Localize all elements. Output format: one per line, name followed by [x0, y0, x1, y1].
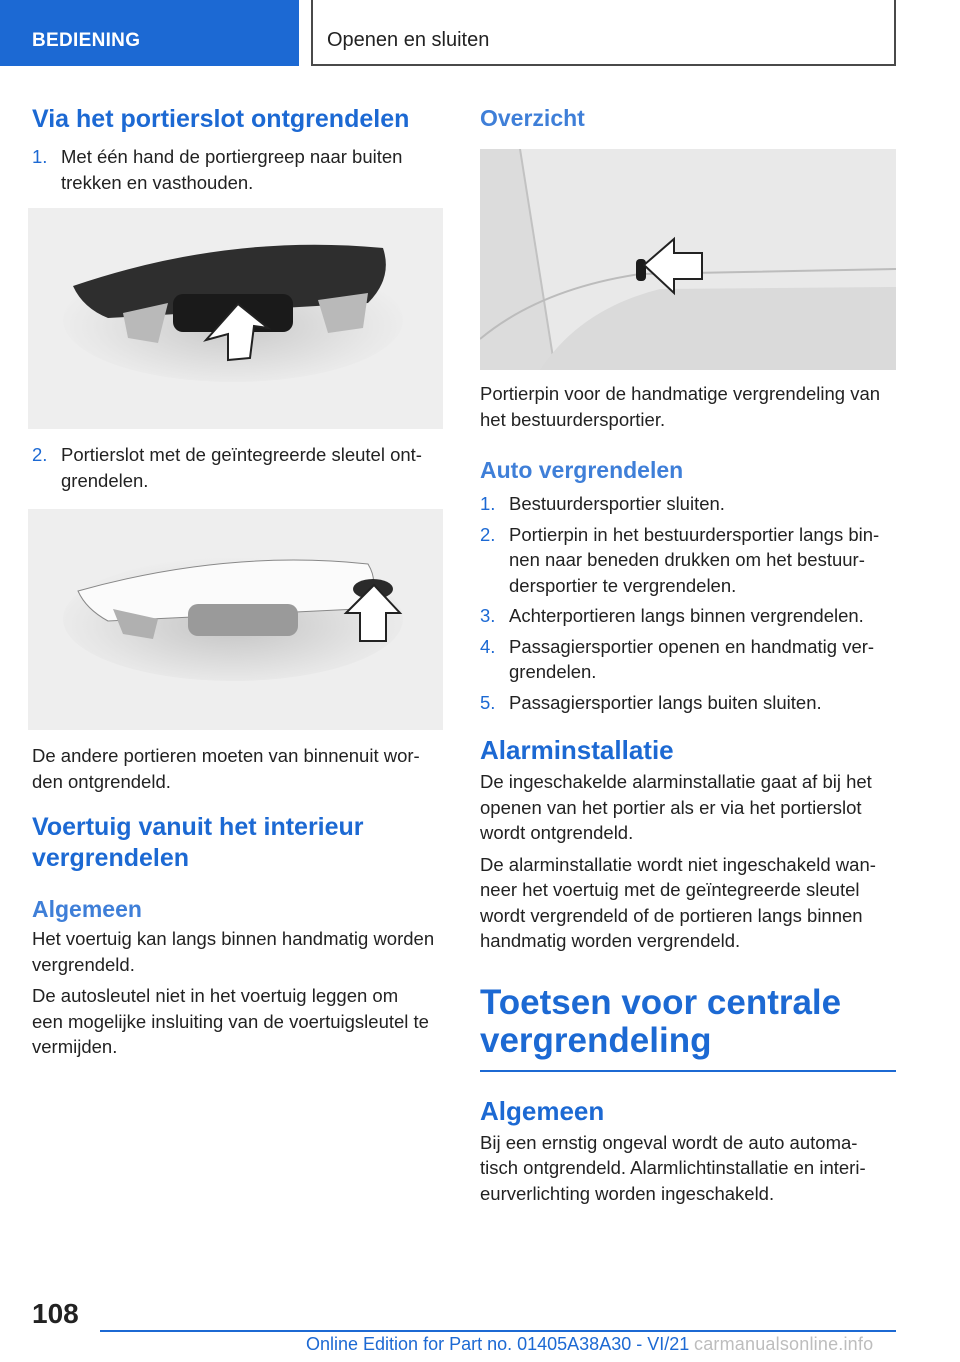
heading-unlock-via-lock: Via het portierslot ontgrendelen: [32, 105, 410, 133]
list-item: [480, 690, 896, 716]
step-number: 3.: [480, 605, 496, 626]
step-number: 1.: [32, 146, 48, 167]
heading-general: Algemeen: [32, 896, 142, 922]
step-text-line: trekken en vasthouden.: [61, 171, 254, 193]
section-tab: [0, 0, 299, 66]
heading-overview: Overzicht: [480, 105, 585, 131]
footer-divider: [100, 1330, 896, 1332]
text-line: openen van het portier als er via het portierslot: [480, 796, 862, 818]
door-handle-grip-illustration: [28, 208, 443, 429]
door-pin-image: [480, 149, 896, 370]
heading-line: vergrendeling: [480, 1020, 712, 1060]
step-text-line: Achterportieren langs binnen vergrendelen.: [509, 605, 864, 626]
text-line: Bij een ernstig ongeval wordt de auto automa-: [480, 1131, 858, 1153]
text-line: Het voertuig kan langs binnen handmatig worden: [32, 928, 435, 949]
chapter-title: Openen en sluiten: [327, 29, 490, 51]
heading-general-central: Algemeen: [480, 1095, 605, 1126]
general-paragraph-1: [32, 926, 444, 977]
section-divider: [480, 1070, 896, 1072]
text-line: Portierpin voor de handmatige vergrendeling van: [480, 383, 881, 404]
text-line: wordt vergrendeld of de portieren langs binnen: [480, 904, 863, 926]
step-number: 1.: [480, 493, 496, 514]
text-line: De autosleutel niet in het voertuig leggen om: [32, 985, 399, 1006]
central-paragraph: [480, 1130, 896, 1207]
step-text-line: dersportier te vergrendelen.: [509, 574, 737, 596]
watermark-text: carmanualsonline.info: [694, 1334, 874, 1354]
door-pin-caption: [480, 381, 896, 432]
text-line: vergrendeld.: [32, 953, 135, 975]
other-doors-paragraph: [32, 743, 444, 794]
alarm-paragraph-1: [480, 769, 896, 846]
step-number: 2.: [480, 523, 496, 545]
step-text-line: Portierslot met de geïntegreerde sleutel ont-: [61, 444, 422, 465]
text-line: De andere portieren moeten van binnenuit wor-: [32, 745, 420, 766]
step-text-line: Bestuurdersportier sluiten.: [509, 493, 725, 514]
text-line: handmatig worden vergrendeld.: [480, 930, 741, 951]
step-text-line: nen naar beneden drukken om het bestuur-: [509, 549, 865, 570]
heading-line: vergrendelen: [32, 844, 190, 872]
chapter-tab: [311, 0, 896, 66]
unlock-steps-continued: [32, 442, 444, 493]
step-text-line: Portierpin in het bestuurdersportier langs bin-: [509, 523, 880, 545]
general-paragraph-2: [32, 983, 444, 1060]
heading-alarm: Alarminstallatie: [480, 735, 674, 765]
edition-text: Online Edition for Part no. 01405A38A30 - VI/21: [306, 1334, 690, 1354]
door-lock-key-illustration: [28, 509, 443, 730]
heading-central-locking: [480, 984, 896, 1060]
step-text-line: Passagiersportier langs buiten sluiten.: [509, 691, 822, 713]
step-number: 5.: [480, 691, 496, 713]
list-item: [480, 603, 896, 629]
text-line: neer het voertuig met de geïntegreerde sleutel: [480, 879, 860, 900]
text-line: een mogelijke insluiting van de voertuigsleutel te: [32, 1010, 429, 1032]
text-line: De ingeschakelde alarminstallatie gaat af bij het: [480, 771, 872, 792]
list-item: [480, 522, 896, 599]
auto-lock-steps: [480, 491, 896, 715]
heading-line: Voertuig vanuit het interieur: [32, 813, 364, 841]
text-line: het bestuurdersportier.: [480, 408, 666, 430]
text-line: wordt ontgrendeld.: [480, 822, 634, 843]
step-number: 2.: [32, 444, 48, 465]
step-number: 4.: [480, 635, 496, 657]
heading-line: Toetsen voor centrale: [480, 982, 842, 1022]
left-column: [32, 100, 444, 1060]
unlock-steps: [32, 144, 444, 195]
right-column: [480, 100, 896, 1206]
step-text-line: grendelen.: [61, 469, 149, 491]
list-item: [32, 442, 444, 493]
text-line: den ontgrendeld.: [32, 770, 171, 792]
page-number: 108: [32, 1298, 79, 1329]
alarm-paragraph-2: [480, 852, 896, 954]
step-text-line: Passagiersportier openen en handmatig ver-: [509, 635, 875, 657]
text-line: De alarminstallatie wordt niet ingeschakeld wan-: [480, 853, 876, 875]
heading-lock-from-inside: [32, 812, 444, 874]
list-item: [32, 144, 444, 195]
list-item: [480, 491, 896, 517]
text-line: vermijden.: [32, 1036, 118, 1057]
section-title: BEDIENING: [32, 30, 141, 51]
text-line: tisch ontgrendeld. Alarmlichtinstallatie en interi-: [480, 1157, 866, 1178]
step-text-line: Met één hand de portiergreep naar buiten: [61, 146, 403, 167]
text-line: eurverlichting worden ingeschakeld.: [480, 1182, 775, 1204]
list-item: [480, 634, 896, 685]
door-handle-grip-image: [28, 208, 443, 429]
heading-auto-lock: Auto vergrendelen: [480, 457, 684, 483]
door-lock-key-image: [28, 509, 443, 730]
door-pin-illustration: [480, 149, 896, 370]
step-text-line: grendelen.: [509, 661, 597, 682]
